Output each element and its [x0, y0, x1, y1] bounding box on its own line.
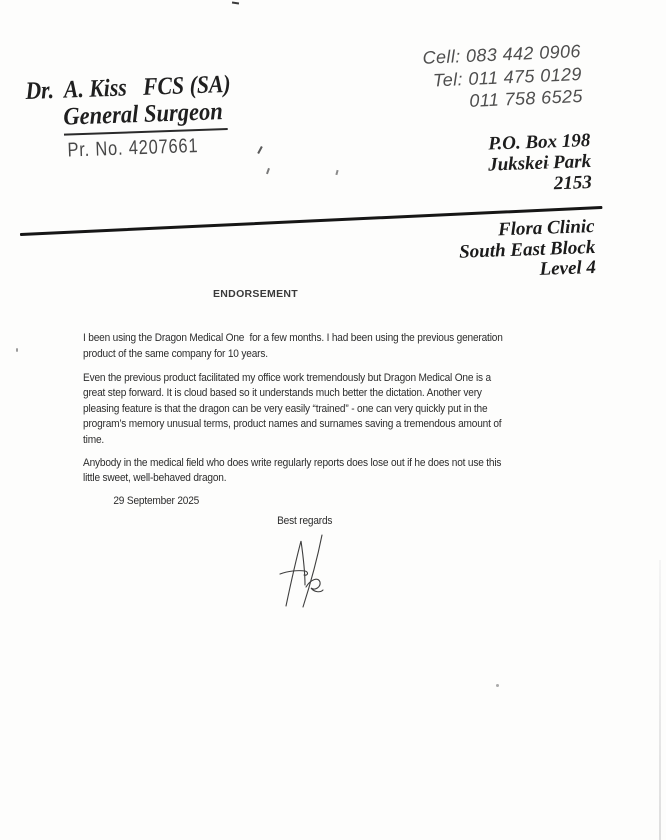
paragraph-1 [83, 331, 503, 362]
tel-number-2: 011 758 6525 [468, 85, 583, 111]
paragraph-line: pleasing feature is that the dragon can be very easily “trained” - one can very quickly put in the [83, 402, 488, 415]
scan-speck [16, 348, 18, 352]
letter-heading: ENDORSEMENT [213, 288, 298, 300]
paragraph-line: product of the same company for 10 years. [83, 347, 268, 360]
paragraph-line: time. [83, 434, 105, 447]
clinic-block: South East Block [458, 236, 596, 263]
scan-paper-edge [659, 560, 661, 840]
practice-number: Pr. No. 4207661 [67, 134, 199, 162]
paragraph-2 [83, 371, 503, 449]
doctor-title-wrap [63, 98, 263, 136]
signature-stroke [286, 541, 305, 606]
po-box-line: P.O. Box 198 [487, 130, 591, 155]
tel-number-1: Tel: 011 475 0129 [432, 63, 582, 90]
scan-speck [335, 170, 338, 175]
paragraph-3 [83, 456, 503, 487]
doctor-name: Dr. A. Kiss FCS (SA) [25, 70, 232, 105]
paragraph-line: Anybody in the medical field who does write regularly reports does lose out if he does not use this [83, 456, 502, 469]
paragraph-line: Even the previous product facilitated my office work tremendously but Dragon Medical One is a [83, 371, 491, 384]
paragraph-line: great step forward. It is cloud based so it understands much better the dictation. Another very [83, 387, 482, 400]
letterhead-contact-block [422, 40, 583, 114]
clinic-level: Level 4 [538, 256, 597, 280]
signature [276, 530, 338, 608]
closing-salutation: Best regards [277, 515, 333, 528]
doctor-title: General Surgeon [63, 99, 228, 136]
scan-speck [232, 2, 239, 5]
clinic-name: Flora Clinic [497, 216, 595, 241]
scan-speck [266, 168, 269, 174]
paragraph-line: little sweet, well-behaved dragon. [83, 472, 227, 485]
letter-body [83, 331, 503, 530]
cell-number: Cell: 083 442 0906 [421, 40, 581, 68]
suburb-line: Jukskei Park [487, 150, 592, 176]
postal-code-line: 2153 [553, 171, 593, 195]
letter-date: 29 September 2025 [113, 494, 200, 507]
paragraph-line: program’s memory unusual terms, product names and surnames saving a tremendous amount of [83, 418, 502, 431]
letterhead-address-block [487, 130, 592, 197]
scan-speck [496, 684, 499, 687]
letterhead-doctor-block [25, 70, 264, 164]
paragraph-line: I been using the Dragon Medical One for a few months. I had been using the previous generation [83, 332, 503, 344]
clinic-address-block [458, 217, 596, 283]
